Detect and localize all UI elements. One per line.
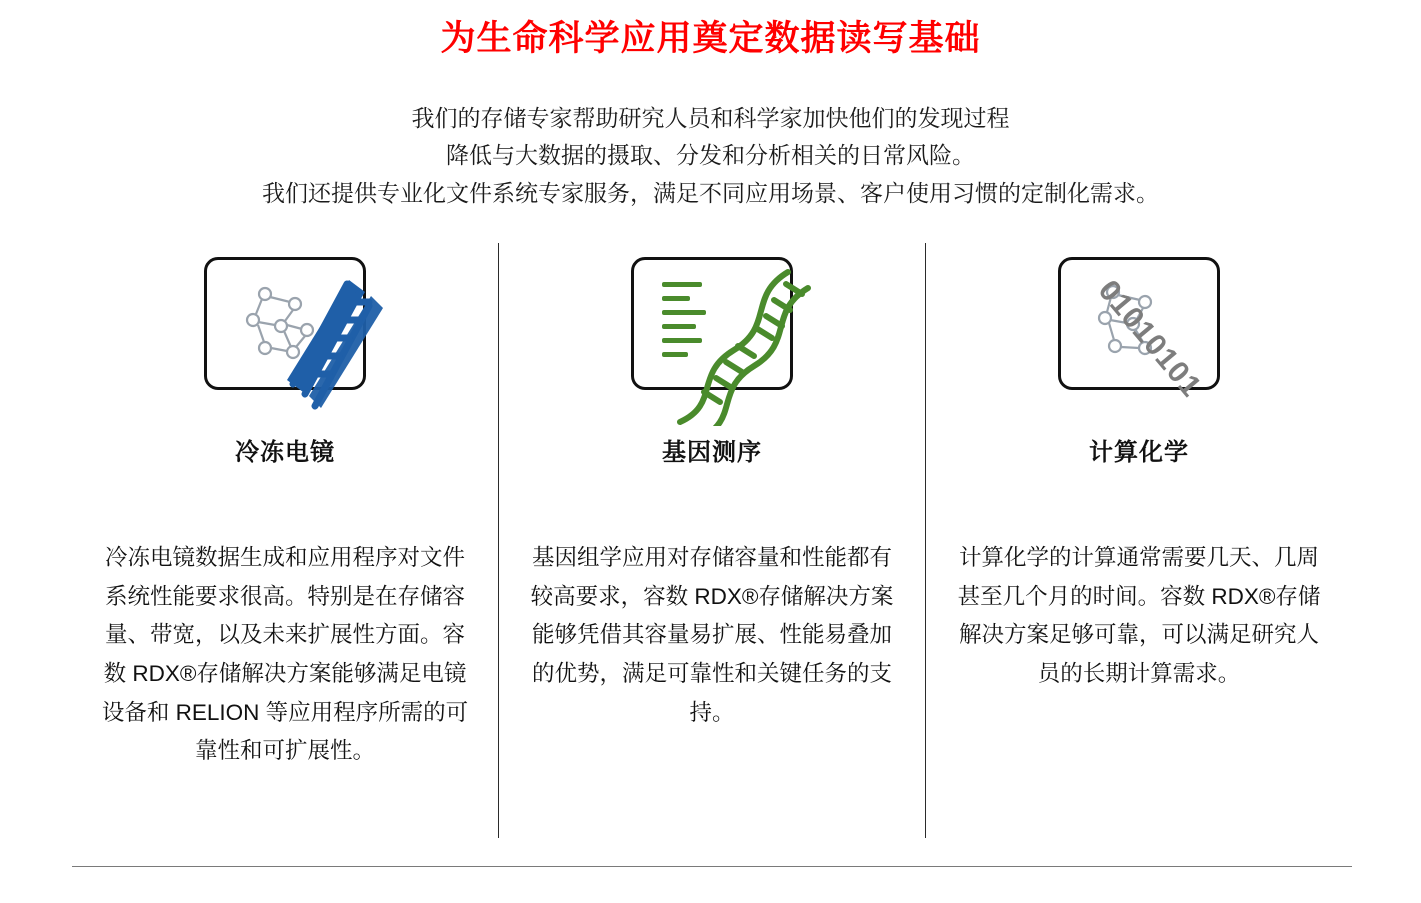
column-body-text: 冷冻电镜数据生成和应用程序对文件系统性能要求很高。特别是在存储容量、带宽，以及未来扩展性方面。容数 RDX®存储解决方案能够满足电镜设备和 RELION 等应用程序所需的可靠性和可扩展性。 <box>101 545 469 764</box>
molecule-nodes-card-icon <box>1058 257 1220 404</box>
molecule-card-icon <box>204 257 366 390</box>
intro-line-2: 降低与大数据的摄取、分发和分析相关的日常风险。 <box>446 142 975 169</box>
bottom-divider <box>72 866 1352 867</box>
intro-line-3: 我们还提供专业化文件系统专家服务，满足不同应用场景、客户使用习惯的定制化需求。 <box>262 179 1159 206</box>
feature-column-computational-chemistry <box>926 243 1352 853</box>
column-heading: 基因测序 <box>662 439 762 466</box>
column-body-text: 计算化学的计算通常需要几天、几周甚至几个月的时间。容数 RDX®存储解决方案足够可靠，可以满足研究人员的长期计算需求。 <box>957 545 1321 687</box>
intro-paragraph <box>0 100 1421 212</box>
column-heading: 冷冻电镜 <box>235 439 335 466</box>
feature-column-cryo-em <box>72 243 498 853</box>
feature-column-genome-sequencing <box>499 243 925 853</box>
page-title: 为生命科学应用奠定数据读写基础 <box>440 19 981 58</box>
gel-bars-card-icon <box>631 257 793 390</box>
feature-columns <box>72 243 1352 853</box>
intro-line-1: 我们的存储专家帮助研究人员和科学家加快他们的发现过程 <box>411 105 1010 131</box>
binary-digits-text: 01010101 <box>1091 274 1208 404</box>
column-heading: 计算化学 <box>1089 439 1189 466</box>
column-body-text: 基因组学应用对存储容量和性能都有较高要求，容数 RDX®存储解决方案能够凭借其容量易扩展、性能易叠加的优势，满足可靠性和关键任务的支持。 <box>530 545 894 725</box>
